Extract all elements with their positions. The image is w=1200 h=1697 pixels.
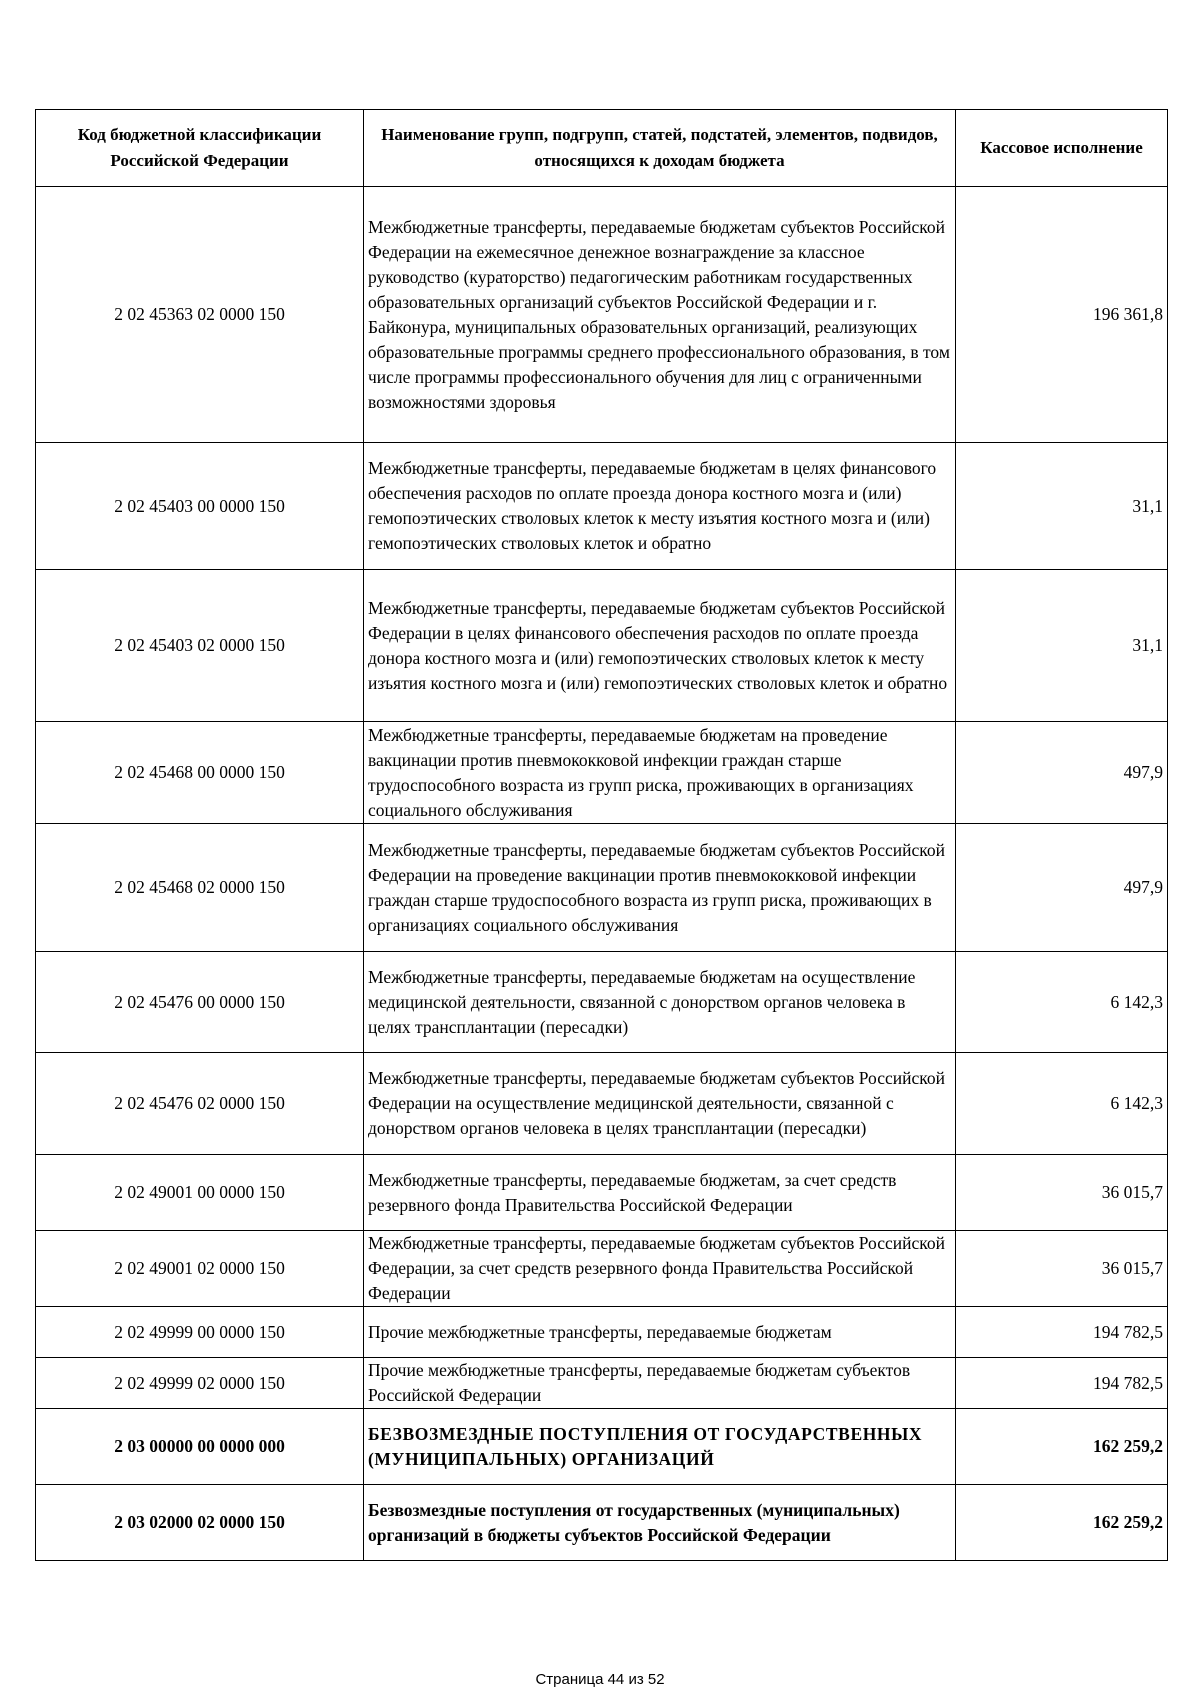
row-amount: 6 142,3	[956, 1053, 1168, 1155]
table-row	[36, 722, 1168, 824]
table-row	[36, 570, 1168, 722]
header-amount: Кассовое исполнение	[956, 110, 1168, 187]
row-amount: 194 782,5	[956, 1307, 1168, 1358]
row-amount: 31,1	[956, 570, 1168, 722]
table-row	[36, 443, 1168, 570]
table-row	[36, 952, 1168, 1053]
row-amount: 162 259,2	[956, 1409, 1168, 1485]
row-name: Межбюджетные трансферты, передаваемые бюджетам в целях финансового обеспечения расходов по оплате проезда донора костного мозга и (или) гемопоэтических стволовых клеток к месту изъятия костного мозга и (или) гемопоэтических стволовых клеток и обратно	[364, 443, 956, 570]
row-code: 2 02 49999 02 0000 150	[36, 1358, 364, 1409]
row-name: Межбюджетные трансферты, передаваемые бюджетам субъектов Российской Федерации на ежемесячное денежное вознаграждение за классное руководство (кураторство) педагогическим работникам государственных образовательных организаций субъектов Российской Федерации и г. Байконура, муниципальных образовательных организаций, реализующих образовательные программы среднего профессионального образования, в том числе программы профессионального обучения для лиц с ограниченными возможностями здоровья	[364, 187, 956, 443]
row-name: Межбюджетные трансферты, передаваемые бюджетам субъектов Российской Федерации на проведение вакцинации против пневмококковой инфекции граждан старше трудоспособного возраста из групп риска, проживающих в организациях социального обслуживания	[364, 824, 956, 952]
row-name: Межбюджетные трансферты, передаваемые бюджетам субъектов Российской Федерации в целях финансового обеспечения расходов по оплате проезда донора костного мозга и (или) гемопоэтических стволовых клеток к месту изъятия костного мозга и (или) гемопоэтических стволовых клеток и обратно	[364, 570, 956, 722]
row-amount: 497,9	[956, 824, 1168, 952]
row-name: Межбюджетные трансферты, передаваемые бюджетам на осуществление медицинской деятельности, связанной с донорством органов человека в целях трансплантации (пересадки)	[364, 952, 956, 1053]
row-code: 2 02 49001 00 0000 150	[36, 1155, 364, 1231]
row-code: 2 02 45363 02 0000 150	[36, 187, 364, 443]
row-name: БЕЗВОЗМЕЗДНЫЕ ПОСТУПЛЕНИЯ ОТ ГОСУДАРСТВЕННЫХ (МУНИЦИПАЛЬНЫХ) ОРГАНИЗАЦИЙ	[364, 1409, 956, 1485]
table-row	[36, 187, 1168, 443]
budget-sheet	[35, 109, 1167, 1561]
row-name: Межбюджетные трансферты, передаваемые бюджетам субъектов Российской Федерации, за счет средств резервного фонда Правительства Российской Федерации	[364, 1231, 956, 1307]
table-row-section	[36, 1409, 1168, 1485]
row-amount: 36 015,7	[956, 1155, 1168, 1231]
row-amount: 194 782,5	[956, 1358, 1168, 1409]
header-code: Код бюджетной классификации Российской Федерации	[36, 110, 364, 187]
row-amount: 162 259,2	[956, 1485, 1168, 1561]
budget-revenue-table	[35, 109, 1168, 1561]
row-amount: 196 361,8	[956, 187, 1168, 443]
table-header-row	[36, 110, 1168, 187]
row-code: 2 02 45403 02 0000 150	[36, 570, 364, 722]
row-amount: 497,9	[956, 722, 1168, 824]
row-amount: 36 015,7	[956, 1231, 1168, 1307]
row-name: Безвозмездные поступления от государственных (муниципальных) организаций в бюджеты субъектов Российской Федерации	[364, 1485, 956, 1561]
table-row	[36, 1231, 1168, 1307]
table-row	[36, 824, 1168, 952]
row-name: Межбюджетные трансферты, передаваемые бюджетам, за счет средств резервного фонда Правительства Российской Федерации	[364, 1155, 956, 1231]
row-code: 2 02 45476 02 0000 150	[36, 1053, 364, 1155]
table-row	[36, 1053, 1168, 1155]
row-code: 2 02 49001 02 0000 150	[36, 1231, 364, 1307]
table-row-subsection	[36, 1485, 1168, 1561]
row-amount: 6 142,3	[956, 952, 1168, 1053]
row-name: Прочие межбюджетные трансферты, передаваемые бюджетам	[364, 1307, 956, 1358]
row-name: Межбюджетные трансферты, передаваемые бюджетам на проведение вакцинации против пневмококковой инфекции граждан старше трудоспособного возраста из групп риска, проживающих в организациях социального обслуживания	[364, 722, 956, 824]
table-row	[36, 1307, 1168, 1358]
row-name: Прочие межбюджетные трансферты, передаваемые бюджетам субъектов Российской Федерации	[364, 1358, 956, 1409]
page-number: Страница 44 из 52	[535, 1671, 665, 1688]
row-code: 2 02 45468 02 0000 150	[36, 824, 364, 952]
row-code: 2 03 02000 02 0000 150	[36, 1485, 364, 1561]
table-row	[36, 1358, 1168, 1409]
table-row	[36, 1155, 1168, 1231]
row-code: 2 02 49999 00 0000 150	[36, 1307, 364, 1358]
header-name: Наименование групп, подгрупп, статей, подстатей, элементов, подвидов, относящихся к доходам бюджета	[364, 110, 956, 187]
row-amount: 31,1	[956, 443, 1168, 570]
row-code: 2 03 00000 00 0000 000	[36, 1409, 364, 1485]
row-code: 2 02 45476 00 0000 150	[36, 952, 364, 1053]
row-code: 2 02 45403 00 0000 150	[36, 443, 364, 570]
row-code: 2 02 45468 00 0000 150	[36, 722, 364, 824]
row-name: Межбюджетные трансферты, передаваемые бюджетам субъектов Российской Федерации на осуществление медицинской деятельности, связанной с донорством органов человека в целях трансплантации (пересадки)	[364, 1053, 956, 1155]
